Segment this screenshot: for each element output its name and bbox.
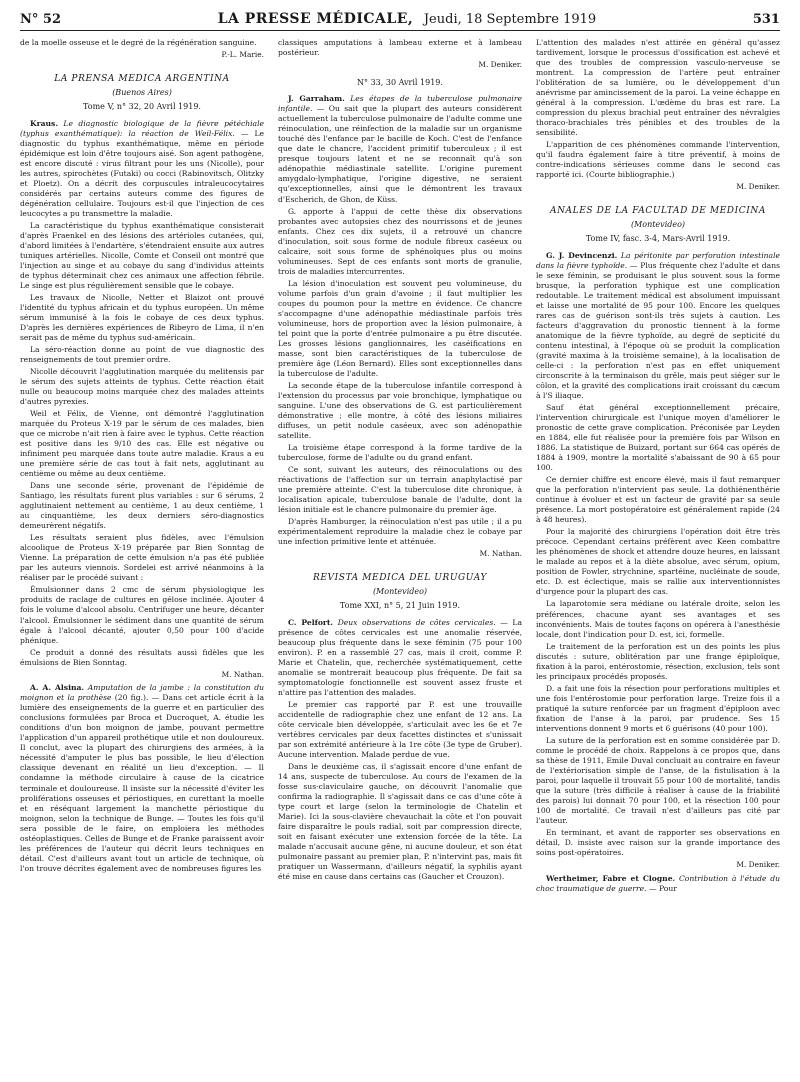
paragraph: Le traitement de la perforation est un des points les plus discutés : suture, oblitération par une frange épiploïque, fixation à la paroi, entérostomie, résection, exclusion, tels sont les principaux procédés proposés. bbox=[536, 641, 780, 681]
paragraph: L'attention des malades n'est attirée en général qu'assez tardivement, lorsque le processus d'ossification est achevé et que des troubles de compression vasculo-nerveuse se montrent. La compression de l'artère peut entraîner l'oblitération de sa lumière, ou le développement d'un anévrisme par amincissement de la paroi. La veine échappe en général à la compression. L'œdème du bras est rare. La compression du plexus brachial peut entraîner des névralgies thoraco-brachiales très pénibles et des troubles de la sensibilité. bbox=[536, 38, 780, 138]
signature: M. Deniker. bbox=[736, 859, 780, 869]
paragraph: Le premier cas rapporté par P. est une trouvaille accidentelle de radiographie chez une enfant de 12 ans. La côte cervicale bien développée, s'articulait avec les 6e et 7e vertèbres cervicales par deux facettes distinctes et s'unissait par son extrémité antérieure à la 1re côte (3e type de Gruber). Aucune intervention. Malade perdue de vue. bbox=[278, 699, 522, 759]
text: — Plus fréquente chez l'adulte et dans le sexe féminin, se produisant le plus souvent sous la forme brusque, la perforation typhique est une complication redoutable. Le traitement médical est absolument impuissant et laisse une mortalité de 95 pour 100. Encore les quelques rares cas de guérison sont-ils très sujets à caution. Les facteurs d'aggravation du pronostic tiennent à la forme anatomique de la fièvre typhoïde, au degré de septicité du contenu intestinal, à l'époque où se produit la complication (gravité maxima à la troisième semaine), à la localisation de celle-ci : la perforation n'est pas en effet uniquement circonscrite à la terminaison du grêle, mais peut siéger sur le côlon, et la gravité des complications irait croissant du cæcum à l'S iliaque. bbox=[536, 260, 780, 401]
signature: M. Nathan. bbox=[479, 549, 522, 559]
text: — Le diagnostic du typhus exanthématique, même en période épidémique est loin d'être toujours aisé. Son agent pathogène, est encore discuté : virus filtrant pour les uns (Nicolle), pour les autres, spirochètes (Futaki) ou cocci (Rabinovitsch, Olitzky et Ploetz). On a décrit des corpuscules intraleucocytaires considérés par certains auteurs comme des figures de dégénération cellulaire. Toujours est-il que l'injection de ces leucocytes a pu transmettre la maladie. bbox=[20, 128, 264, 218]
paragraph: L'apparition de ces phénomènes commande l'intervention, qu'il faudra également faire à titre préventif, à moins de contre-indications sérieuses comme dans le second cas rapporté ici. (Courte bibliographie.) bbox=[536, 140, 780, 180]
article-columns bbox=[20, 38, 780, 1076]
journal-heading: LA PRENSA MEDICA ARGENTINA bbox=[54, 73, 230, 84]
journal-heading: ANALES DE LA FACULTAD DE MEDICINA bbox=[549, 205, 766, 216]
paragraph bbox=[278, 618, 522, 698]
paragraph bbox=[20, 683, 264, 873]
text: — Ou sait que la plupart des auteurs considèrent actuellement la tuberculose pulmonaire de l'adulte comme une réinoculation, une réinfection de la maladie sur un organisme touché dès l'enfance par le bacille de Koch. C'est de l'enfance que date le chancre, l'accident primitif tuberculeux ; il est presque toujours latent et ne se reconnaît qu'à son adénopathie médiastinale satellite. L'origine purement amygdalo-lymphatique, l'origine digestive, ne seraient qu'exceptionnelles, ainsi que le démontrent les travaux d'Escherich, de Ghon, de Küss. bbox=[278, 104, 522, 204]
paragraph: Les travaux de Nicolle, Netter et Blaizot ont prouvé l'identité du typhus africain et du typhus européen. Un même sérum immunisé à la fois le cobaye de ces deux typhus. D'après les dernières expériences de Ribeyro de Lima, il n'en serait pas de même du typhus sud-américain. bbox=[20, 293, 264, 343]
paragraph: Ce produit a donné des résultats aussi fidèles que les émulsions de Bien Sonntag. bbox=[20, 647, 264, 667]
journal-title: LA PRESSE MÉDICALE, bbox=[217, 11, 414, 27]
paragraph bbox=[536, 251, 780, 401]
author: Wertheimer, Fabre et Clogne. bbox=[546, 873, 676, 883]
issue-number: N° 52 bbox=[20, 11, 61, 27]
signature: M. Deniker. bbox=[478, 60, 522, 70]
signature: P.-L. Marie. bbox=[221, 50, 264, 60]
paragraph: Ce dernier chiffre est encore élevé, mais il faut remarquer que la perforation n'intervient pas seule. La dothiénenthérie continue à évoluer et est un facteur de gravité par sa seule présence. La mort postopératoire est généralement rapide (24 à 48 heures). bbox=[536, 475, 780, 525]
paragraph: La suture de la perforation est en somme considérée par D. comme le procédé de choix. Rappelons à ce propos que, dans sa thèse de 1911, Emile Duval concluait au contraire en faveur de l'extériorisation simple de l'anse, de la fistulisation à la paroi, pour laquelle il trouvait 55 pour 100 de mortalité, tandis que la suture (très difficile à réaliser à cause de la friabilité des parois) lui donnait 70 pour 100, et la résection 100 pour 100 de mortalité. Ce travail n'est d'ailleurs pas cité par l'auteur. bbox=[536, 735, 780, 825]
journal-place: (Buenos Aires) bbox=[112, 87, 172, 97]
paragraph: Sauf état général exceptionnellement précaire, l'intervention chirurgicale est l'unique moyen d'améliorer le pronostic de cette grave complication. Préconisée par Leyden en 1884, elle fut réalisée pour la première fois par Wilson en 1886. La statistique de Buizard, portant sur 664 cas opérés de 1884 à 1909, montre la mortalité s'abaissant de 90 à 65 pour 100. bbox=[536, 403, 780, 473]
paragraph: Émulsionner dans 2 cmc de sérum physiologique les produits de raclage de cultures en gélose inclinée. Ajouter 4 fois le volume d'alcool absolu. Centrifuger une heure, décanter l'alcool. Émulsionner le sédiment dans une quantité de sérum égale à l'alcool décanté, ajouter 0,50 pour 100 d'acide phénique. bbox=[20, 585, 264, 645]
article-title: Deux observations de côtes cervicales. bbox=[337, 617, 496, 627]
article-title: Les étapes de la tuberculose pulmonaire infantile. bbox=[278, 94, 522, 114]
page-number: 531 bbox=[752, 11, 780, 27]
paragraph: de la moelle osseuse et le degré de la régénération sanguine. bbox=[20, 38, 257, 47]
article-title: Amputation de la jambe : la constitution du moignon et la prothèse bbox=[20, 683, 264, 703]
paragraph: D. a fait une fois la résection pour perforations multiples et une fois l'entérostomie pour perforation large. Treize fois il a pratiqué la suture renforcée par un fragment d'épiploon avec fixation de l'anse à la paroi, par prudence. Ses 15 interventions donnent 9 morts et 6 guérisons (40 pour 100). bbox=[536, 683, 780, 733]
paragraph: Ce sont, suivant les auteurs, des réinoculations ou des réactivations de l'affection sur un terrain anaphylactisé par une première atteinte. C'est la tuberculose dite chronique, à localisation apicale, tuberculose banale de l'adulte, dont la lésion initiale est le chancre pulmonaire du premier âge. bbox=[278, 464, 522, 514]
paragraph bbox=[20, 119, 264, 219]
paragraph: classiques amputations à lambeau externe et à lambeau postérieur. bbox=[278, 38, 522, 58]
masthead bbox=[218, 11, 596, 27]
paragraph: La troisième étape correspond à la forme tardive de la tuberculose, forme de l'adulte ou du grand enfant. bbox=[278, 442, 522, 462]
paragraph: Dans le deuxième cas, il s'agissait encore d'une enfant de 14 ans, suspecte de tuberculose. Au cours de l'examen de la fosse sus-claviculaire gauche, on découvrit l'anomalie que confirma la radiographie. Il s'agissait dans ce cas d'une côte à type court et large (selon la terminologie de Chatelin et Marie). Ici la sous-clavière chevauchait la côte et l'on pouvait faire disparaître le pouls radial, soit par compression directe, soit en faisant exécuter une extension forcée de la tête. La malade n'accusait aucune gêne, ni aucune douleur, et son état pulmonaire passant au premier plan, P. n'intervint pas, mais fit pratiquer un Wassermann, d'ailleurs négatif, la syphilis ayant été mise en cause dans certains cas (Gaucher et Crouzon). bbox=[278, 761, 522, 882]
author: C. Pelfort. bbox=[288, 617, 334, 627]
author: J. Garraham. bbox=[288, 94, 345, 104]
paragraph: La seconde étape de la tuberculose infantile correspond à l'extension du processus par voie bronchique, lymphatique ou sanguine. L'une des observations de G. est particulièrement démonstrative ; elle montre, à côté des lésions miliaires diffuses, un petit nodule caséeux, avec son adénopathie satellite. bbox=[278, 380, 522, 440]
issue-line: Tome V, n° 32, 20 Avril 1919. bbox=[83, 102, 201, 112]
signature: M. Nathan. bbox=[221, 669, 264, 679]
text: — Pour bbox=[648, 883, 677, 893]
paragraph: Weil et Félix, de Vienne, ont démontré l'agglutination marquée du Proteus X-19 par le sérum de ces malades, bien que ce microbe n'ait rien à faire avec le typhus. Cette réaction est positive dans les 9/10 des cas. Elle est négative ou infiniment peu marquée dans toute autre maladie. Kraus a eu une première série de cas tout à fait nets, agglutinant au centième ou même au deux centième. bbox=[20, 409, 264, 479]
paragraph: Les résultats seraient plus fidèles, avec l'émulsion alcoolique de Proteus X-19 préparée par Bien Sonntag de Vienne. La préparation de cette émulsion n'a pas été publiée par les auteurs viennois. Sordelei est arrivé néanmoins à la réaliser par le procédé suivant : bbox=[20, 533, 264, 583]
text: — La présence de côtes cervicales est une anomalie réservée, beaucoup plus fréquente dans le sexe féminin (75 pour 100 environ). P. en a rassemblé 27 cas, mais il croit, comme P. Marie et Chatelin, que, recherchée systématiquement, cette anomalie se montrerait beaucoup plus fréquente. De fait sa symptomatologie fonctionnelle est souvent assez fruste et n'attire pas l'attention des malades. bbox=[278, 617, 522, 697]
column-3 bbox=[536, 38, 780, 1076]
paragraph: La caractéristique du typhus exanthématique consisterait d'après Fraenkel en des lésions des artérioles cutanées, qui, d'abord limitées à l'endartère, s'étendraient ensuite aux autres tuniques artérielles. Nicolle, Comte et Conseil ont montré que l'injection au singe et au cobaye du sang d'individus atteints de typhus déterminait chez ces animaux une affection fébrile. Le singe est plus régulièrement sensible que le cobaye. bbox=[20, 220, 264, 290]
column-1 bbox=[20, 38, 264, 1076]
paragraph: G. apporte à l'appui de cette thèse dix observations probantes avec autopsies chez des nourrissons et de jeunes enfants. Chez ces dix sujets, il a retrouvé un chancre d'inoculation, soit sous forme de nodule fibreux caséeux ou calcaire, soit sous forme de sphénoïques plus ou moins volumineuses. Sept de ces enfants sont morts de granulie, trois de maladies intercurrentes. bbox=[278, 206, 522, 276]
journal-place: (Montevideo) bbox=[372, 586, 428, 596]
issue-line: Tome IV, fasc. 3-4, Mars-Avril 1919. bbox=[585, 234, 731, 244]
article-title: Contribution à l'étude du choc traumatique de guerre. bbox=[536, 873, 780, 893]
column-2 bbox=[278, 38, 522, 1076]
signature: M. Deniker. bbox=[736, 182, 780, 192]
paragraph: La lésion d'inoculation est souvent peu volumineuse, du volume parfois d'un grain d'avoine ; il faut multiplier les coupes du poumon pour la mettre en évidence. Ce chancre s'accompagne d'une adénopathie médiastinale parfois très volumineuse, hors de proportion avec la lésion pulmonaire, à tel point que la porte d'entrée pulmonaire a pu être discutée. Les grosses lésions ganglionnaires, les caséifications en masse, sont bien caractéristiques de la tuberculose de première âge (Léon Bernard). Elles sont exceptionnelles dans la tuberculose de l'adulte. bbox=[278, 278, 522, 378]
article-title: La péritonite par perforation intestinale dans la fièvre typhoïde. bbox=[536, 250, 780, 270]
issue-line: N° 33, 30 Avril 1919. bbox=[357, 77, 443, 87]
author: Kraus. bbox=[30, 118, 58, 128]
journal-place: (Montevideo) bbox=[630, 219, 686, 229]
journal-heading: REVISTA MEDICA DEL URUGUAY bbox=[313, 572, 487, 583]
issue-line: Tome XXI, n° 5, 21 Juin 1919. bbox=[339, 601, 461, 611]
article-title: Le diagnostic biologique de la fièvre pétéchiale (typhus exanthématique): la réaction de Weil-Félix. bbox=[20, 118, 264, 138]
paragraph: Pour la majorité des chirurgiens l'opération doit être très précoce. Cependant certains préfèrent avec Keen combattre les phénomènes de shock et attendre douze heures, en laissant le malade au repos et à la diète absolue, avec sérum, opium, position de Fowler, strychnine, spartéine, nucléinate de soude, etc. D. est éclectique, mais se rallie aux interventionnistes d'urgence pour la plupart des cas. bbox=[536, 527, 780, 597]
paragraph: La laparotomie sera médiane ou latérale droite, selon les préférences, chacune ayant ses avantages et ses inconvénients. Mais de toutes façons on opérera à l'anesthésie locale, dont l'indication pour D. est, ici, formelle. bbox=[536, 599, 780, 639]
author: G. J. Devincenzi. bbox=[546, 250, 618, 260]
paragraph: Dans une seconde série, provenant de l'épidémie de Santiago, les résultats furent plus variables : sur 6 sérums, 2 agglutinaient nettement au centième, 1 au deux centième, 1 au cinquantième, les deux derniers séro-diagnostics demeurèrent négatifs. bbox=[20, 481, 264, 531]
author: A. A. Alsina. bbox=[30, 683, 85, 693]
paragraph bbox=[536, 874, 780, 894]
paragraph: La séro-réaction donne au point de vue diagnostic des renseignements de tout premier ordre. bbox=[20, 345, 264, 365]
header-date: Jeudi, 18 Septembre 1919 bbox=[423, 12, 597, 27]
paragraph: D'après Hamburger, la réinoculation n'est pas utile ; il a pu expérimentalement reproduire la maladie chez le cobaye par une infection primitive lente et atténuée. bbox=[278, 516, 522, 547]
paragraph: Nicolle découvrit l'agglutination marquée du melitensis par le sérum des sujets atteints de typhus. Cette réaction était nulle ou beaucoup moins marquée chez des malades atteints d'autres pyrexies. bbox=[20, 367, 264, 407]
text: (20 fig.). — Dans cet article écrit à la lumière des enseignements de la guerre et en particulier des conclusions formulées par Broca et Ducroquet, A. étudie les conditions d'un bon moignon de jambe, pouvant permettre l'application d'un appareil prothétique utile et non douloureux. Il conclut, avec la plupart des chirurgiens des armées, à la nécessité d'amputer le plus bas possible, le lieu d'élection classique devenant en réalité un lieu d'exception. — Il condamne la méthode circulaire à cause de la cicatrice terminale et douloureuse. Il insiste sur la nécessité d'éviter les proliférations osseuses et périostiques, en curettant la moelle et en réséquant largement la manchette périostique du moignon, selon la technique de Bunge. — Toutes les fois qu'il sera possible de le faire, on emploiera les méthodes ostéoplastiques. Celles de Bunge et de Franke paraissent avoir les préférences de l'auteur qui décrit leurs techniques en détail. C'est d'ailleurs avant tout un article de technique, où l'on trouve décrites également avec de nombreuses figures les bbox=[20, 693, 264, 873]
paragraph: En terminant, et avant de rapporter ses observations en détail, D. insiste avec raison sur la grande importance des soins post-opératoires. bbox=[536, 827, 780, 857]
page-header bbox=[20, 8, 780, 31]
paragraph bbox=[278, 94, 522, 204]
